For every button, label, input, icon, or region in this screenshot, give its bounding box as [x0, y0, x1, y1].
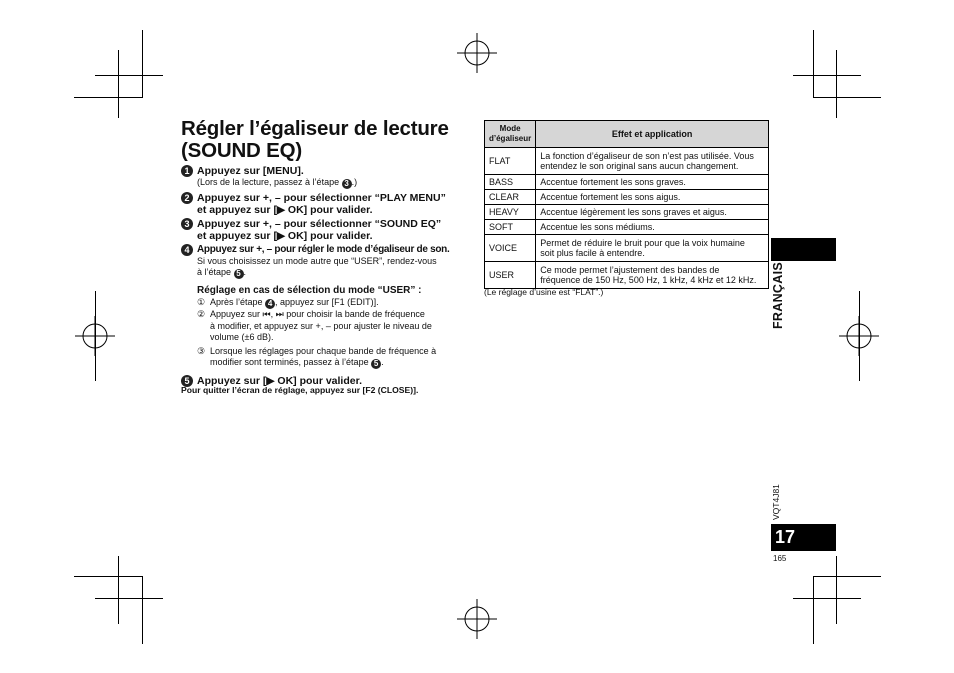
- page-title-line2: (SOUND EQ): [181, 139, 303, 162]
- crop-mark: [142, 30, 143, 98]
- crop-mark: [836, 50, 837, 118]
- step-ref-icon: 4: [265, 299, 275, 309]
- language-label: FRANÇAIS: [771, 262, 785, 329]
- header-effect: Effet et application: [536, 121, 769, 148]
- table-cell-effect: Permet de réduire le bruit pour que la voix humaine soit plus facile à entendre.: [536, 235, 769, 262]
- crop-mark: [95, 598, 163, 599]
- step-5-text: Appuyez sur [▶ OK] pour valider.: [197, 375, 363, 387]
- table-cell-effect: Accentue les sons médiums.: [536, 220, 769, 235]
- step-number-2: 2: [181, 192, 193, 204]
- language-tab: [771, 238, 836, 261]
- step-2-line1: Appuyez sur +, – pour sélectionner “PLAY MENU”: [197, 192, 446, 204]
- crop-mark: [74, 576, 142, 577]
- step-ref-icon: 5: [234, 269, 244, 279]
- crop-mark: [74, 97, 142, 98]
- step-3-line2: et appuyez sur [▶ OK] pour valider.: [197, 230, 373, 242]
- user-mode-item-3: ③ Lorsque les réglages pour chaque bande de fréquence à modifier sont terminés, passez à l’étape 5 .: [197, 345, 437, 368]
- table-cell-mode: USER: [485, 262, 536, 289]
- crop-mark: [118, 556, 119, 624]
- table-cell-effect: Accentue fortement les sons aigus.: [536, 190, 769, 205]
- step-number-4: 4: [181, 244, 193, 256]
- step-number-1: 1: [181, 165, 193, 177]
- table-cell-effect: Accentue légèrement les sons graves et aigus.: [536, 205, 769, 220]
- step-1-text: Appuyez sur [MENU].: [197, 165, 304, 177]
- factory-setting-note: (Le réglage d’usine est “FLAT”.): [484, 287, 604, 297]
- table-row: [485, 175, 769, 190]
- table-header-row: [485, 121, 769, 148]
- crop-mark: [793, 598, 861, 599]
- sound-eq-table: [484, 120, 769, 289]
- page-title: [181, 118, 449, 162]
- page-number: 17: [771, 524, 836, 551]
- crop-mark: [813, 576, 881, 577]
- step-number-5: 5: [181, 375, 193, 387]
- step-4-note-line2: à l’étape 5 .: [197, 267, 247, 278]
- crop-mark: [813, 576, 814, 644]
- table-cell-mode: FLAT: [485, 148, 536, 175]
- steps-list: [181, 165, 481, 389]
- crop-mark: [836, 556, 837, 624]
- step-ref-icon: 5: [371, 359, 381, 369]
- table-row: [485, 148, 769, 175]
- registration-mark-icon: [457, 33, 497, 73]
- page-title-line1: Régler l’égaliseur de lecture: [181, 117, 449, 140]
- document-code: VQT4J81: [771, 484, 781, 520]
- table-row: [485, 205, 769, 220]
- step-1-note: (Lors de la lecture, passez à l’étape 3 .): [197, 177, 358, 188]
- step-1: [181, 165, 481, 189]
- crop-mark: [142, 576, 143, 644]
- step-3-line1: Appuyez sur +, – pour sélectionner “SOUND EQ”: [197, 218, 442, 230]
- table-row: [485, 235, 769, 262]
- table-row: [485, 262, 769, 289]
- step-ref-icon: 3: [342, 179, 352, 189]
- table-cell-mode: CLEAR: [485, 190, 536, 205]
- step-4-note-line1: Si vous choisissez un mode autre que “USER”, rendez-vous: [197, 256, 437, 266]
- user-mode-heading: Réglage en cas de sélection du mode “USER” :: [197, 285, 422, 296]
- registration-mark-icon: [457, 599, 497, 639]
- table-cell-mode: VOICE: [485, 235, 536, 262]
- step-3: [181, 218, 481, 242]
- crop-mark: [813, 30, 814, 98]
- crop-mark: [793, 75, 861, 76]
- table-cell-mode: SOFT: [485, 220, 536, 235]
- user-mode-item-2: ② Appuyez sur ⏮, ⏭ pour choisir la bande de fréquence à modifier, et appuyez sur +, – pour ajuster le niveau de volume (±6 dB).: [197, 309, 432, 342]
- crop-mark: [118, 50, 119, 118]
- registration-line: [95, 291, 96, 381]
- registration-line: [859, 291, 860, 381]
- table-row: [485, 220, 769, 235]
- table-cell-effect: La fonction d’égaliseur de son n’est pas utilisée. Vous entendez le son original sans aucun changement.: [536, 148, 769, 175]
- table-cell-mode: BASS: [485, 175, 536, 190]
- step-2: [181, 192, 481, 216]
- table-cell-mode: HEAVY: [485, 205, 536, 220]
- crop-mark: [813, 97, 881, 98]
- step-4-text: Appuyez sur +, – pour régler le mode d’égaliseur de son.: [197, 244, 450, 255]
- table-cell-effect: Ce mode permet l’ajustement des bandes de fréquence de 150 Hz, 500 Hz, 1 kHz, 4 kHz et 12 kHz.: [536, 262, 769, 289]
- header-mode: Mode d’égaliseur: [485, 121, 536, 148]
- user-mode-item-1: ① Après l’étape 4 , appuyez sur [F1 (EDIT)].: [197, 297, 379, 308]
- table-row: [485, 190, 769, 205]
- crop-mark: [95, 75, 163, 76]
- step-4: [181, 244, 481, 369]
- step-2-line2: et appuyez sur [▶ OK] pour valider.: [197, 204, 373, 216]
- step-number-3: 3: [181, 218, 193, 230]
- quit-instruction: Pour quitter l’écran de réglage, appuyez sur [F2 (CLOSE)].: [181, 385, 419, 395]
- sub-page-number: 165: [773, 554, 787, 563]
- table-cell-effect: Accentue fortement les sons graves.: [536, 175, 769, 190]
